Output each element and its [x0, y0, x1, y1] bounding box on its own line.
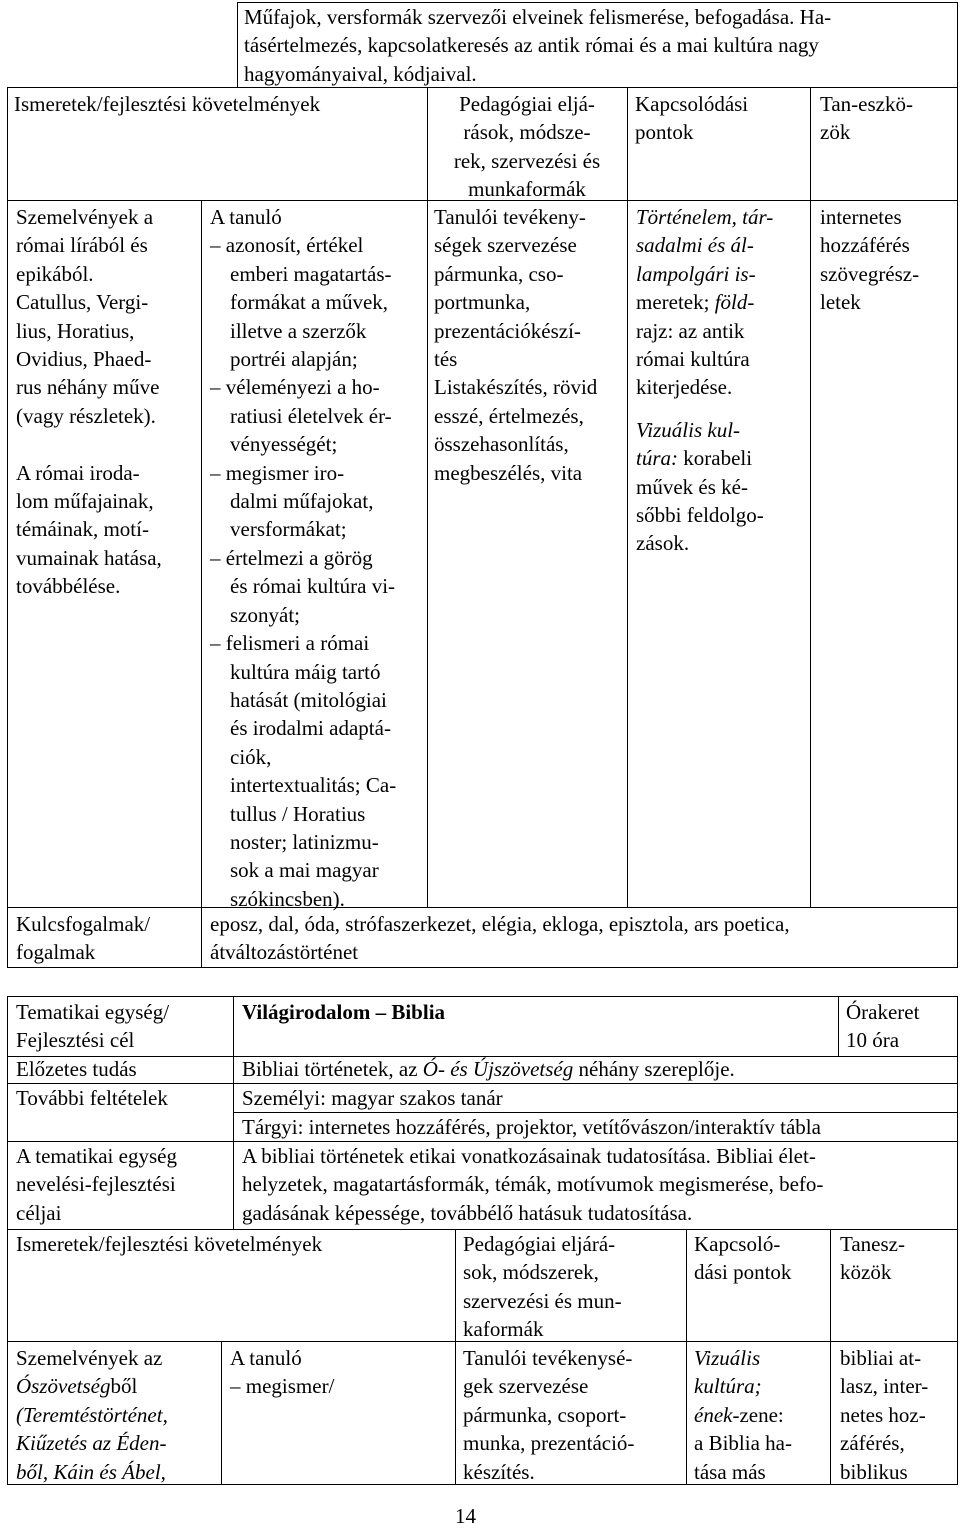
header-requirements: Ismeretek/fejlesztési követelmények — [14, 92, 321, 116]
student-item: – azonosít, értékel emberi magatartás- formákat a művek, illetve a szerzők portréi alapján; — [210, 231, 425, 373]
conn-geography: föld- — [714, 290, 755, 315]
student-requirements-2 — [230, 1344, 452, 1401]
conn-visual: Vizuális kul- — [636, 417, 741, 442]
student-intro-2: A tanuló — [230, 1346, 302, 1370]
knowledge-2-b-rest: ből — [110, 1374, 138, 1399]
keywords-text: eposz, dal, óda, strófaszerkezet, elégia, ekloga, episztola, ars poetica, átváltozástörténet — [210, 912, 790, 965]
conn-visual-rest-inline: korabeli — [678, 446, 753, 471]
header-methods: Pedagógiai eljá- rások, módsze- rek, szervezési és munkaformák — [453, 92, 601, 202]
knowledge-cell: Szemelvények a római lírából és epikából. Catullus, Vergi- lius, Horatius, Ovidius, Phaed- rus néhány műve (vagy részletek). A római iroda- lom műfajainak, témáinak, motí- vumainak hatása, továbbélése. — [16, 205, 162, 599]
methods-cell-2: Tanulói tevékenysé- gek szervezése pármunka, csoport- munka, prezentáció- készítés. — [463, 1346, 635, 1484]
conn-history-2: meretek; — [636, 290, 715, 315]
student-intro: A tanuló — [210, 205, 282, 229]
knowledge-cell-2 — [16, 1344, 220, 1486]
goal-text: Műfajok, versformák szervezői elveinek felismerése, befogadása. Ha- tásértelmezés, kapcsolatkeresés az antik római és a mai kultúra nagy hagyományaival, kódjaival. — [244, 5, 832, 86]
conn-history-rest: rajz: az antik római kultúra kiterjedése. — [636, 318, 750, 400]
student-item: – véleményezi a ho- ratiusi életelvek ér- vényességét; — [210, 373, 425, 458]
conditions-personal: Személyi: magyar szakos tanár — [242, 1086, 503, 1110]
hours-label: Órakeret 10 óra — [846, 1000, 920, 1053]
conn-2-italic: Vizuális kultúra; ének — [694, 1346, 762, 1427]
student-item-2: – megismer/ — [230, 1372, 452, 1400]
student-item: – megismer iro- dalmi műfajokat, versformákat; — [210, 459, 425, 544]
prior-text-c: néhány szereplője. — [573, 1057, 735, 1081]
methods-cell: Tanulói tevékeny- ségek szervezése pármunka, cso- portmunka, prezentációkészí- tés Listakészítés, rövid esszé, értelmezés, összehasonlítás, megbeszélés, vita — [434, 205, 598, 485]
prior-text-a: Bibliai történetek, az — [242, 1057, 423, 1081]
conn-2-inline: -zene: — [732, 1402, 784, 1427]
header-connections-2: Kapcsoló- dási pontok — [694, 1232, 792, 1285]
goals-text: A bibliai történetek etikai vonatkozásainak tudatosítása. Bibliai élet- helyzetek, magatartásformák, témák, motívumok megismerése, befo- gadásának képessége, továbbélő hatásuk tudatosítása. — [242, 1144, 824, 1225]
keywords-label: Kulcsfogalmak/ fogalmak — [16, 912, 151, 965]
header-tools: Tan-eszkö- zök — [820, 92, 913, 145]
goals-label: A tematikai egység nevelési-fejlesztési céljai — [16, 1144, 177, 1225]
prior-knowledge — [242, 1055, 942, 1083]
student-item: – felismeri a római kultúra máig tartó hatását (mitológiai és irodalmi adaptá- ciók, intertextualitás; Ca- tullus / Horatius noster; latinizmu- sok a mai magyar szókincsben). — [210, 629, 425, 913]
prior-knowledge-label: Előzetes tudás — [16, 1057, 137, 1081]
header-connections: Kapcsolódási pontok — [635, 92, 749, 145]
connections-cell — [636, 203, 808, 558]
page-number: 14 — [455, 1504, 476, 1528]
conn-history: Történelem, tár- sadalmi és ál- lampolgári is- — [636, 205, 774, 286]
conditions-label: További feltételek — [16, 1086, 168, 1110]
header-tools-2: Tanesz- közök — [840, 1232, 905, 1285]
header-requirements-2: Ismeretek/fejlesztési követelmények — [16, 1232, 323, 1256]
header-methods-2: Pedagógiai eljárá- sok, módszerek, szervezési és mun- kaformák — [463, 1232, 622, 1342]
connections-cell-2 — [694, 1344, 829, 1486]
conn-2-rest: a Biblia ha- tása más — [694, 1431, 792, 1484]
knowledge-2-a: Szemelvények az — [16, 1346, 163, 1370]
prior-text-b: Ó- és Újszövetség — [422, 1057, 574, 1081]
knowledge-2-b: Ószövetség — [16, 1374, 111, 1399]
tools-cell-2: bibliai at- lasz, inter- netes hoz- záférés, biblikus — [840, 1346, 929, 1484]
conn-visual-rest: művek és ké- sőbbi feldolgo- zások. — [636, 474, 764, 556]
knowledge-2-c: (Teremtéstörténet, Kiűzetés az Éden- ből, Káin és Ábel, — [16, 1402, 168, 1484]
unit-label: Tematikai egység/ Fejlesztési cél — [16, 1000, 170, 1053]
tools-cell: internetes hozzáférés szövegrész- letek — [820, 205, 920, 315]
conn-visual-2: túra: — [636, 446, 678, 471]
conditions-material: Tárgyi: internetes hozzáférés, projektor, vetítővászon/interaktív tábla — [242, 1115, 821, 1139]
student-requirements — [210, 203, 425, 913]
unit-title: Világirodalom – Biblia — [242, 1000, 446, 1024]
student-item: – értelmezi a görög és római kultúra vi- szonyát; — [210, 544, 425, 629]
